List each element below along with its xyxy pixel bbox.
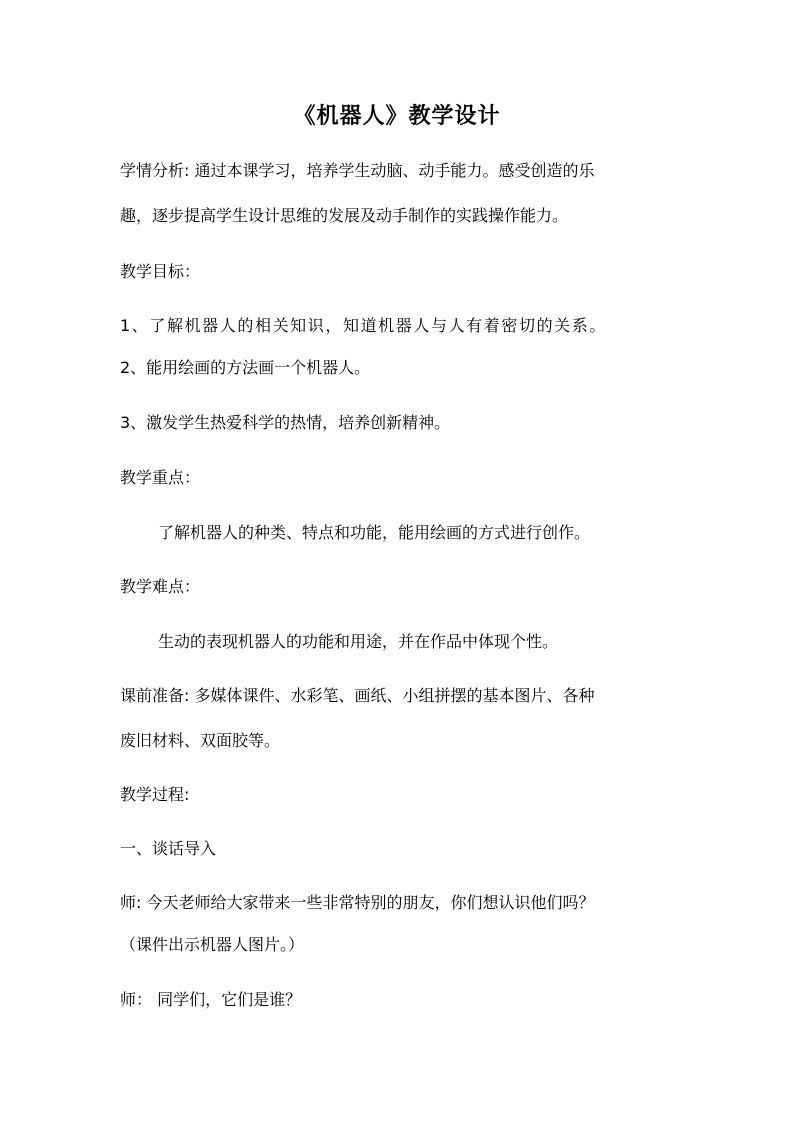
objective-item-1: 1、了解机器人的相关知识，知道机器人与人有着密切的关系。 xyxy=(120,316,607,335)
document-title: 《机器人》教学设计 xyxy=(293,104,501,129)
objective-item-2: 2、能用绘画的方法画一个机器人。 xyxy=(120,358,371,377)
process-heading: 教学过程: xyxy=(120,785,190,804)
focus-heading: 教学重点： xyxy=(120,468,201,487)
focus-text: 了解机器人的种类、特点和功能，能用绘画的方式进行创作。 xyxy=(158,523,591,542)
section-heading-1: 一、谈话导入 xyxy=(120,839,217,858)
prep-line-1: 课前准备: 多媒体课件、水彩笔、画纸、小组拼摆的基本图片、各种 xyxy=(120,686,595,705)
objectives-heading: 教学目标： xyxy=(120,262,201,281)
prep-line-2: 废旧材料、双面胶等。 xyxy=(120,731,281,750)
analysis-line-1: 学情分析: 通过本课学习，培养学生动脑、动手能力。感受创造的乐 xyxy=(120,161,595,180)
objective-item-3: 3、激发学生热爱科学的热情，培养创新精神。 xyxy=(120,413,451,432)
difficulty-heading: 教学难点： xyxy=(120,577,201,596)
teacher-line-1-note: （课件出示机器人图片。） xyxy=(120,935,305,954)
teacher-line-2: 师： 同学们，它们是谁？ xyxy=(120,990,302,1009)
difficulty-text: 生动的表现机器人的功能和用途，并在作品中体现个性。 xyxy=(158,632,559,651)
analysis-line-2: 趣，逐步提高学生设计思维的发展及动手制作的实践操作能力。 xyxy=(120,206,569,225)
teacher-line-1: 师: 今天老师给大家带来一些非常特别的朋友，你们想认识他们吗？ xyxy=(120,893,595,912)
